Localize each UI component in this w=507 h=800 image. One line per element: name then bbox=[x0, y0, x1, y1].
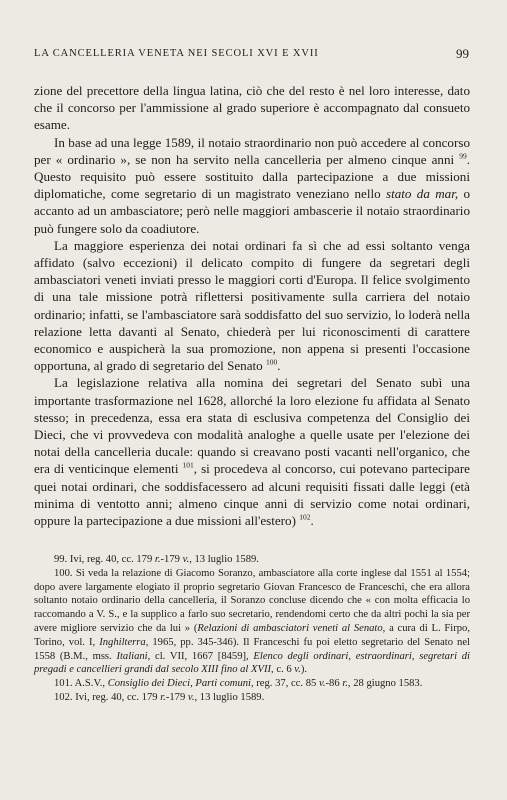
page-number: 99 bbox=[456, 46, 469, 61]
paragraph-3: La maggiore esperienza dei notai ordinari fa sì che ad essi soltanto venga affidato (salvo eccezioni) il delicato compito di fungere da segretari degli ambasciatori veneti inviati presso le maggiori corti d'Europa. Il felice svolgimento di una tale missione potrà riflettersi positivamente sulla carriera del notaio ordinario; infatti, se l'ambasciatore sarà soddisfatto del suo servizio, lo loderà nella relazione letta davanti al Senato, chiederà per lui riconoscimenti di carattere economico e auspicherà la sua promozione, non appena si presenti l'occasione opportuna, al grado di segretario del Senato $^{100}$. bbox=[34, 237, 470, 374]
footnote-ref-100: 100 bbox=[266, 357, 278, 367]
main-text bbox=[34, 82, 470, 529]
footnote-100: 100. Si veda la relazione di Giacomo Soranzo, ambasciatore alla corte inglese dal 1551 al 1554; dopo avere largamente elogiato il proprio segretario Giovan Francesco de Franceschi, che era allora soltanto notaio ordinario della cancelleria, il Soranzo concluse dicendo che « con molta efficacia lo raccomando a V. S., e la supplico a farlo suo secretario, rendendomi certo che da altri pochi la sia per avere migliore servizio che da lui » (Relazioni di ambasciatori veneti al Senato, a cura di L. Firpo, Torino, vol. I, Inghilterra, 1965, pp. 345-346). Il Franceschi fu poi eletto segretario del Senato nel 1558 (B.M., mss. Italiani, cl. VII, 1667 [8459], Elenco degli ordinari, estraordinari, segretari di pregadi e cancellieri grandi dal secolo XIII fino al XVII, c. 6 v.). bbox=[34, 567, 471, 676]
footnotes bbox=[34, 553, 470, 705]
footnote-102: 102. Ivi, reg. 40, cc. 179 r.-179 v., 13 luglio 1589. bbox=[54, 691, 265, 703]
paragraph-4: La legislazione relativa alla nomina dei segretari del Senato subì una importante trasformazione nel 1628, allorché la loro elezione fu affidata al Senato stesso; in precedenza, essa era stata di esclusiva competenza del Consiglio dei Dieci, che vi provvedeva con modalità analoghe a quelle usate per l'elezione dei notai della cancelleria ducale: quando si creavano posti vacanti nell'organico, che era di venticinque elementi $^{101}$, si procedeva al concorso, cui potevano partecipare quei notai ordinari, che soddisfacessero ad alcuni requisiti fissati dalle leggi (età minima di ventotto anni; almeno cinque anni di servizio come notai ordinari, oppure la partecipazione a due missioni all'estero) $^{102}$. bbox=[34, 375, 470, 529]
page-header bbox=[34, 48, 469, 64]
paragraph-2: In base ad una legge 1589, il notaio straordinario non può accedere al concorso per « ordinario », se non ha servito nella cancelleria per almeno cinque anni $^{99}$. Questo requisito può essere sostituito dalla partecipazione a due missioni diplomatiche, come segretario di un magistrato veneziano nello stato da mar, o accanto ad un ambasciatore; però nelle maggiori ambascerie il notaio straordinario può fungere solo da coadiutore. bbox=[34, 134, 470, 236]
footnote-99: 99. Ivi, reg. 40, cc. 179 r.-179 v., 13 luglio 1589. bbox=[54, 554, 259, 565]
footnote-ref-101: 101 bbox=[182, 461, 194, 471]
paragraph-1: zione del precettore della lingua latina, ciò che del resto è nel loro interesse, dato che il concorso per l'ammissione al grado superiore è accompagnato dal consueto esame. bbox=[34, 83, 470, 133]
running-title: LA CANCELLERIA VENETA NEI SECOLI XVI E XVII bbox=[34, 48, 319, 59]
footnote-101: 101. A.S.V., Consiglio dei Dieci, Parti comuni, reg. 37, cc. 85 v.-86 r., 28 giugno 1583. bbox=[54, 678, 423, 690]
footnote-ref-102: 102 bbox=[299, 512, 311, 522]
footnote-ref-99: 99 bbox=[459, 151, 467, 161]
